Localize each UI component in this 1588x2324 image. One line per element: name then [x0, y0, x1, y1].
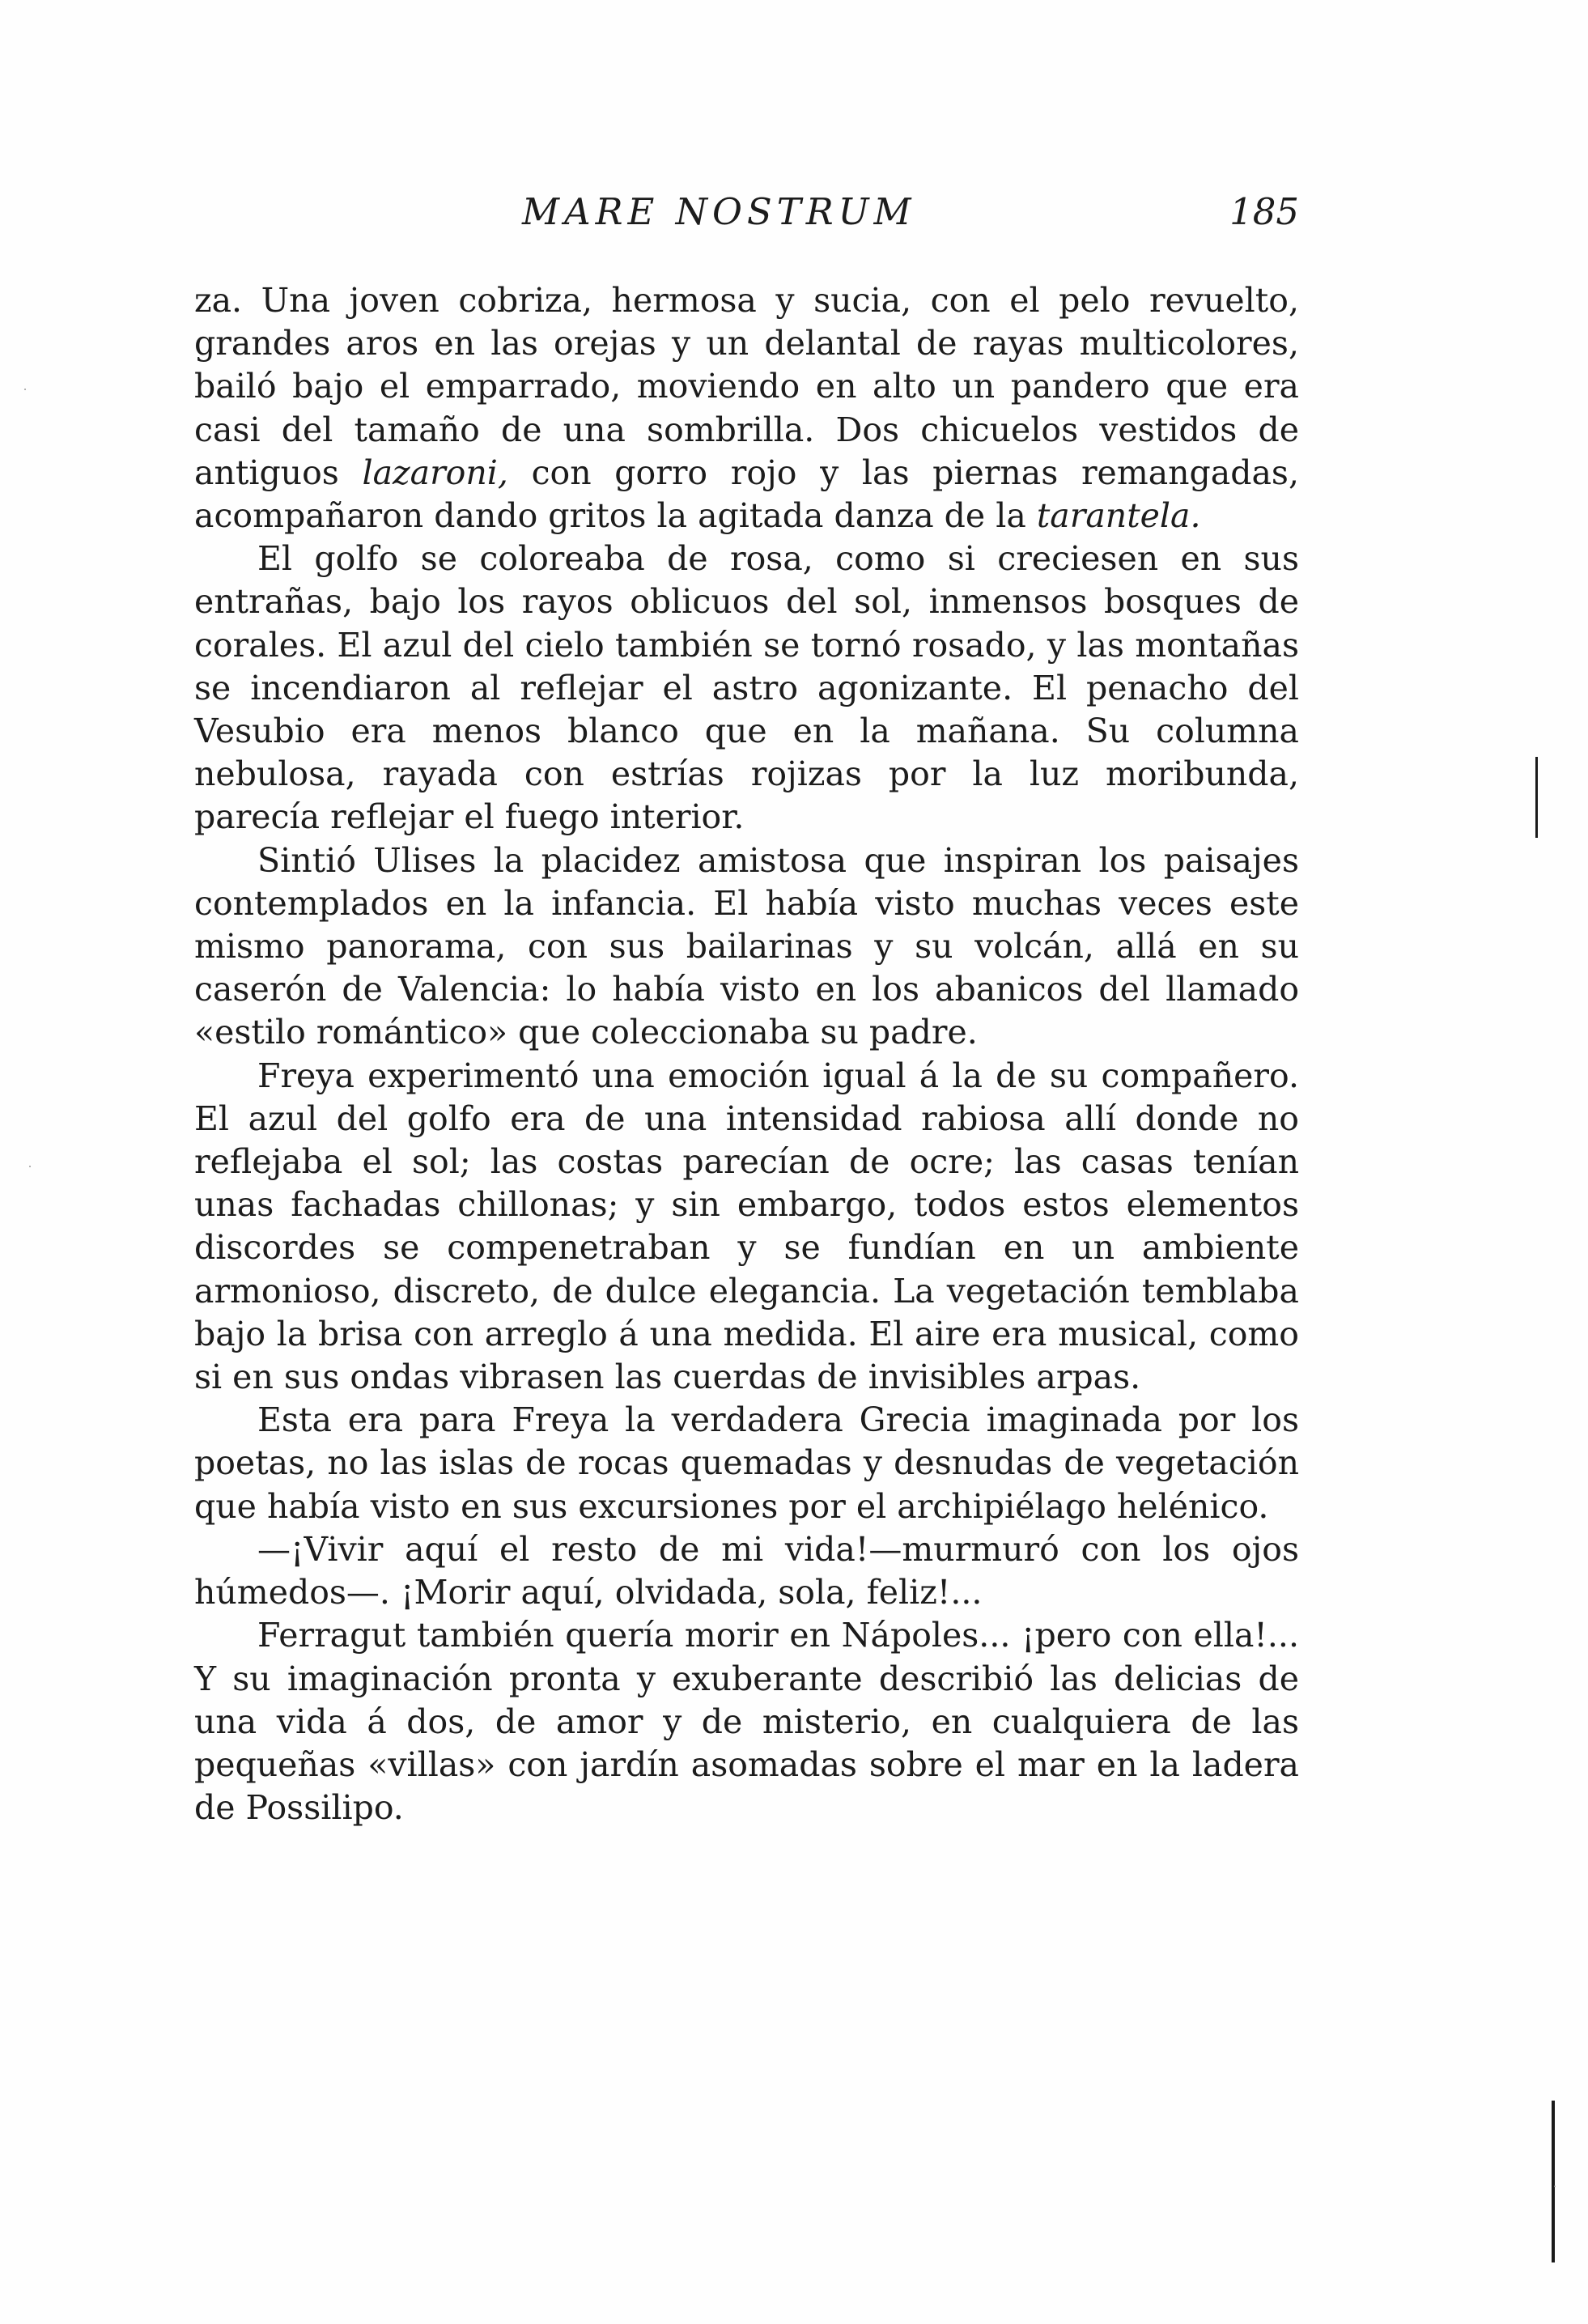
body-text — [194, 279, 1299, 1829]
paper-speck — [29, 1166, 31, 1167]
margin-mark-upper — [1535, 757, 1538, 838]
margin-mark-lower — [1552, 2101, 1555, 2262]
page-number: 185 — [1229, 190, 1299, 233]
paragraph-4: Freya experimentó una emoción igual á la de su compañero. El azul del golfo era de una intensidad rabiosa allí donde no reflejaba el sol; las costas parecían de ocre; las casas tenían unas fachadas chillonas; y sin embargo, todos estos elementos discordes se compenetraban y se fundían en un ambiente armonioso, discreto, de dulce elegancia. La vegetación temblaba bajo la brisa con arreglo á una medida. El aire era musical, como si en sus ondas vibrasen las cuerdas de invisibles arpas. — [194, 1056, 1299, 1397]
running-header — [194, 188, 1299, 236]
paragraph-3: Sintió Ulises la placidez amistosa que inspiran los paisajes contemplados en la infancia. El había visto muchas veces este mismo panorama, con sus bailarinas y su volcán, allá en su caserón de Valencia: lo había visto en los abanicos del llamado «estilo romántico» que coleccionaba su padre. — [194, 840, 1299, 1052]
running-title: MARE NOSTRUM — [522, 190, 916, 233]
paragraph-1 — [194, 279, 1299, 537]
italic-word-tarantela: tarantela. — [1036, 496, 1201, 536]
paragraph-6: —¡Vivir aquí el resto de mi vida!—murmuró con los ojos húmedos—. ¡Morir aquí, olvidada, sola, feliz!... — [194, 1529, 1299, 1612]
paragraph-7: Ferragut también quería morir en Nápoles... ¡pero con ella!... Y su imaginación pronta y exuberante describió las delicias de una vida á dos, de amor y de misterio, en cualquiera de las pequeñas «villas» con jardín asomadas sobre el mar en la ladera de Possilipo. — [194, 1616, 1299, 1828]
paper-speck — [1554, 2186, 1556, 2187]
paper-speck — [24, 389, 26, 390]
paragraph-1-text-a: za. Una joven cobriza, hermosa y sucia, con el pelo revuelto, grandes aros en las orejas y un delantal de rayas multicolores, bailó bajo el emparrado, moviendo en alto un pandero que era casi del tamaño de una sombrilla. Dos chicuelos vestidos de antiguos — [194, 281, 1299, 492]
paragraph-2: El golfo se coloreaba de rosa, como si creciesen en sus entrañas, bajo los rayos oblicuos del sol, inmensos bosques de corales. El azul del cielo también se tornó rosado, y las montañas se incendiaron al reflejar el astro agonizante. El penacho del Vesubio era menos blanco que en la mañana. Su columna nebulosa, rayada con estrías rojizas por la luz moribunda, parecía reflejar el fuego interior. — [194, 539, 1299, 837]
paragraph-5: Esta era para Freya la verdadera Grecia imaginada por los poetas, no las islas de rocas quemadas y desnudas de vegetación que había visto en sus excursiones por el archipiélago helénico. — [194, 1400, 1299, 1526]
italic-word-lazaroni: lazaroni, — [362, 452, 508, 492]
paragraph-1-text-b: con gorro rojo y las piernas remangadas, acompañaron dando gritos la agitada danza de la — [194, 452, 1299, 536]
